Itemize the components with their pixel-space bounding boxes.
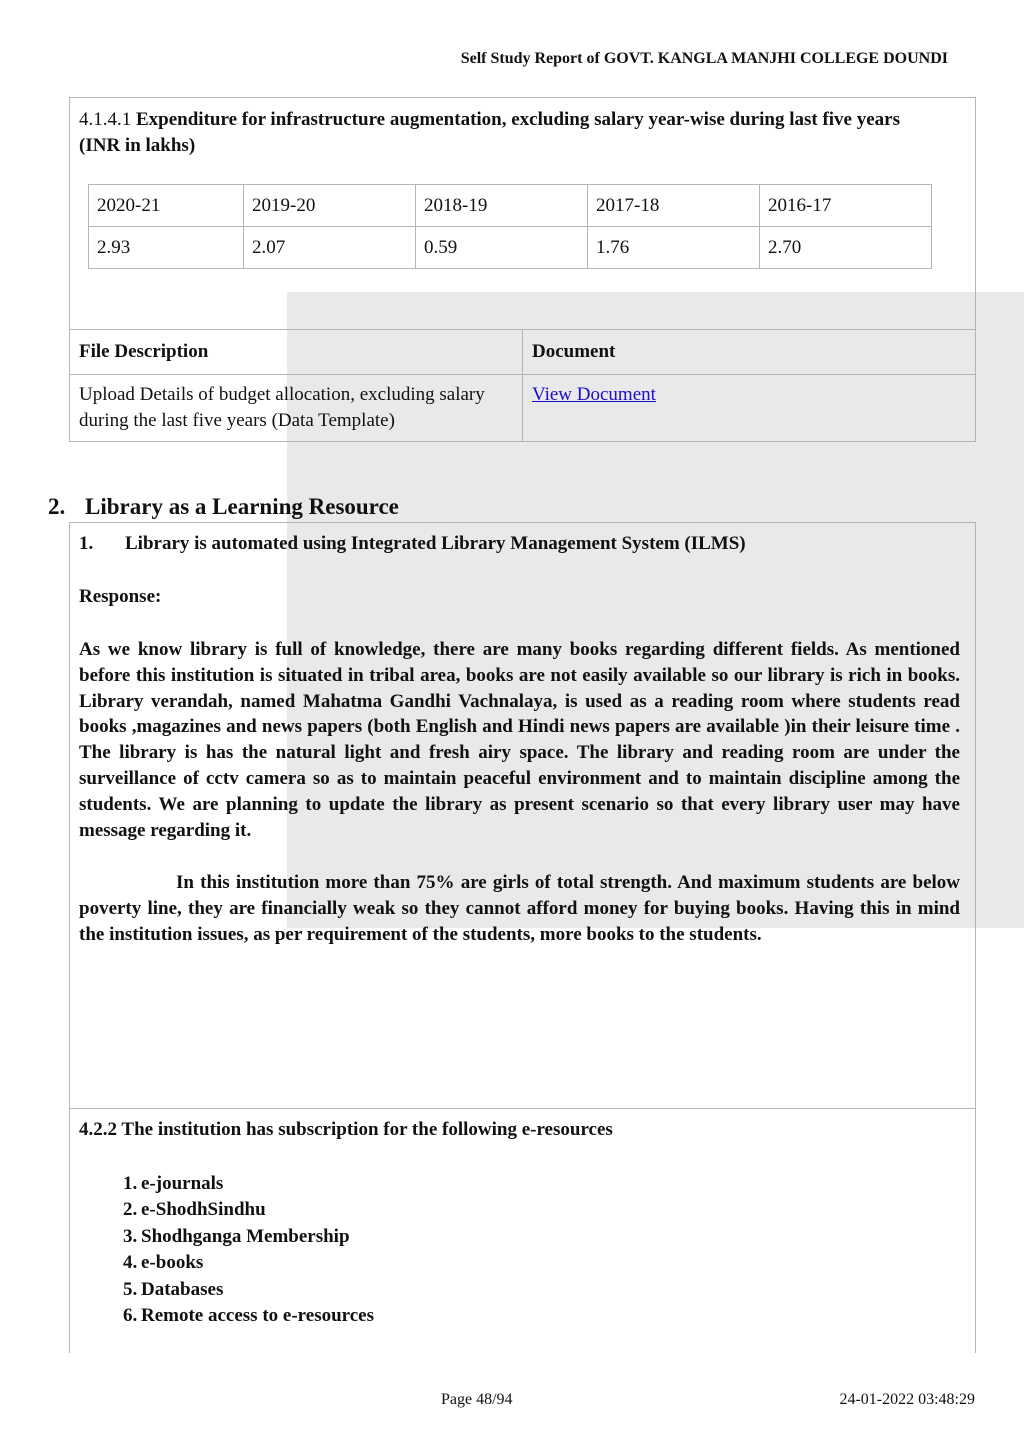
file-description-table (69, 329, 976, 442)
list-item: 2. e-ShodhSindhu (123, 1199, 266, 1221)
document-header: Document (532, 341, 616, 362)
value-cell: 1.76 (588, 227, 760, 269)
list-item: 4. e-books (123, 1252, 204, 1274)
item-title: Library is automated using Integrated Library Management System (ILMS) (125, 533, 746, 554)
page-header: Self Study Report of GOVT. KANGLA MANJHI COLLEGE DOUNDI (460, 50, 948, 67)
value-cell: 0.59 (416, 227, 588, 269)
section-title: Library as a Learning Resource (85, 494, 399, 519)
response-paragraph-2: In this institution more than 75% are girls of total strength. And maximum students are below poverty line, they are financially weak so they cannot afford money for buying books. Having this in mind the institution issues, as per requirement of the students, more books to the students. (79, 872, 960, 945)
value-cell: 2.70 (760, 227, 932, 269)
footer-timestamp: 24-01-2022 03:48:29 (839, 1391, 975, 1408)
expenditure-box (69, 97, 976, 330)
eresources-box (69, 1108, 976, 1353)
list-item: 1. e-journals (123, 1173, 224, 1194)
table-row-values (89, 227, 932, 269)
view-document-link[interactable]: View Document (532, 384, 656, 405)
library-box (69, 522, 976, 1109)
file-description-header: File Description (70, 330, 523, 374)
eresources-list (123, 1171, 374, 1329)
table-row-years (89, 185, 932, 227)
eresources-title: 4.2.2 The institution has subscription for the following e-resources (79, 1119, 613, 1140)
year-cell: 2016-17 (760, 185, 932, 227)
list-item: 6. Remote access to e-resources (123, 1305, 375, 1327)
question-title: Expenditure for infrastructure augmentation, excluding salary year-wise during last five years (INR in lakhs) (79, 109, 900, 156)
section-number: 2. (48, 494, 66, 519)
expenditure-table (88, 184, 932, 269)
file-description-text: Upload Details of budget allocation, excluding salary during the last five years (Data Template) (70, 374, 523, 441)
response-paragraph-1: As we know library is full of knowledge, there are many books regarding different fields. As mentioned before this institution is situated in tribal area, books are not easily available so our library is rich in books. Library verandah, named Mahatma Gandhi Vachnalaya, is used as a reading room where students read books ,magazines and news papers (both English and Hindi news papers are available )in their leisure time . The library is has the natural light and fresh airy space. The library and reading room are under the surveillance of cctv camera so as to maintain peaceful environment and to maintain discipline among the students. We are planning to update the library as present scenario so that every library user may have message regarding it. (79, 639, 960, 841)
value-cell: 2.07 (244, 227, 416, 269)
list-item: 3. Shodhganga Membership (123, 1225, 350, 1247)
question-number: 4.1.4.1 (79, 109, 132, 130)
year-cell: 2020-21 (89, 185, 244, 227)
value-cell: 2.93 (89, 227, 244, 269)
document-cell (523, 374, 975, 441)
page-number: Page 48/94 (441, 1391, 513, 1408)
file-table-row (70, 374, 975, 441)
year-cell: 2017-18 (588, 185, 760, 227)
response-label: Response: (79, 586, 162, 607)
expenditure-question (79, 107, 935, 159)
item-number: 1. (79, 533, 94, 554)
list-item: 5. Databases (123, 1278, 224, 1300)
year-cell: 2018-19 (416, 185, 588, 227)
library-item-heading (79, 533, 746, 555)
year-cell: 2019-20 (244, 185, 416, 227)
section-heading (48, 494, 399, 520)
file-table-header (70, 330, 975, 375)
